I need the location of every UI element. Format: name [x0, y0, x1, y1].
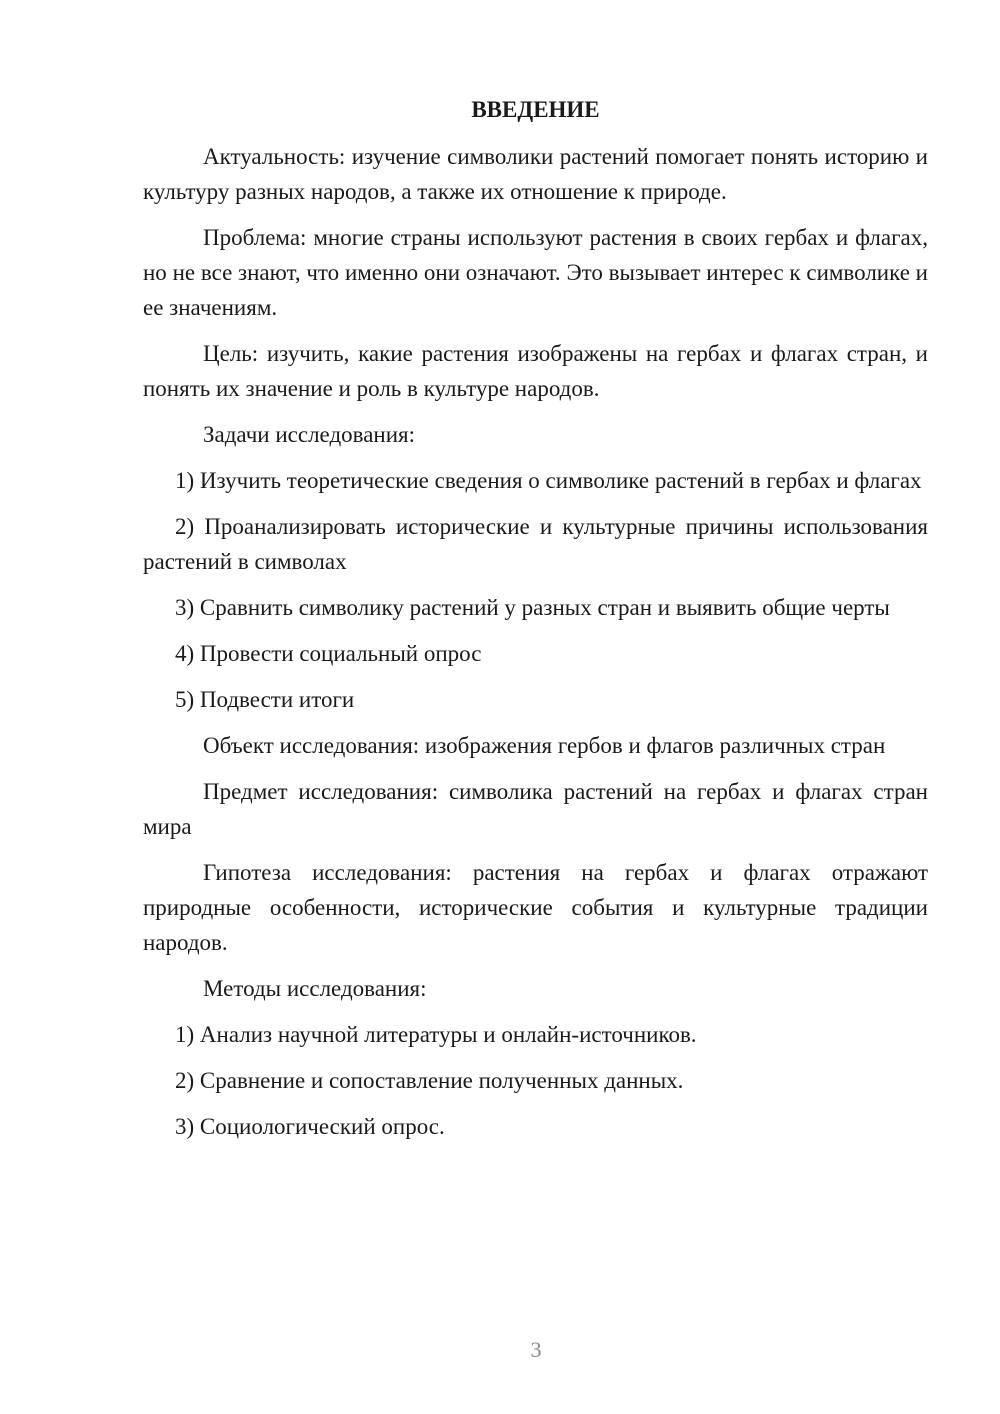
problem-paragraph: Проблема: многие страны используют растения в своих гербах и флагах, но не все знают, что именно они означают. Это вызывает интерес к символике и ее значениям. — [143, 225, 928, 320]
method-item: 3) Социологический опрос. — [175, 1114, 445, 1139]
object-paragraph: Объект исследования: изображения гербов и флагов различных стран — [203, 733, 886, 758]
page-content — [143, 93, 928, 1155]
task-item: 5) Подвести итоги — [175, 687, 355, 712]
methods-heading: Методы исследования: — [203, 976, 427, 1001]
relevance-paragraph: Актуальность: изучение символики растений помогает понять историю и культуру разных народов, а также их отношение к природе. — [143, 144, 928, 204]
section-title: ВВЕДЕНИЕ — [471, 97, 600, 122]
goal-paragraph: Цель: изучить, какие растения изображены на гербах и флагах стран, и понять их значение и роль в культуре народов. — [143, 341, 928, 401]
method-item: 2) Сравнение и сопоставление полученных данных. — [175, 1068, 684, 1093]
page-number: 3 — [530, 1337, 542, 1362]
task-item: 1) Изучить теоретические сведения о символике растений в гербах и флагах — [175, 468, 922, 493]
hypothesis-paragraph: Гипотеза исследования: растения на гербах и флагах отражают природные особенности, исторические события и культурные традиции народов. — [143, 860, 928, 955]
task-item: 3) Сравнить символику растений у разных стран и выявить общие черты — [175, 595, 890, 620]
method-item: 1) Анализ научной литературы и онлайн-источников. — [175, 1022, 697, 1047]
tasks-heading: Задачи исследования: — [203, 422, 416, 447]
task-item: 2) Проанализировать исторические и культурные причины использования растений в символах — [143, 514, 928, 574]
subject-paragraph: Предмет исследования: символика растений на гербах и флагах стран мира — [143, 779, 928, 839]
task-item: 4) Провести социальный опрос — [175, 641, 482, 666]
